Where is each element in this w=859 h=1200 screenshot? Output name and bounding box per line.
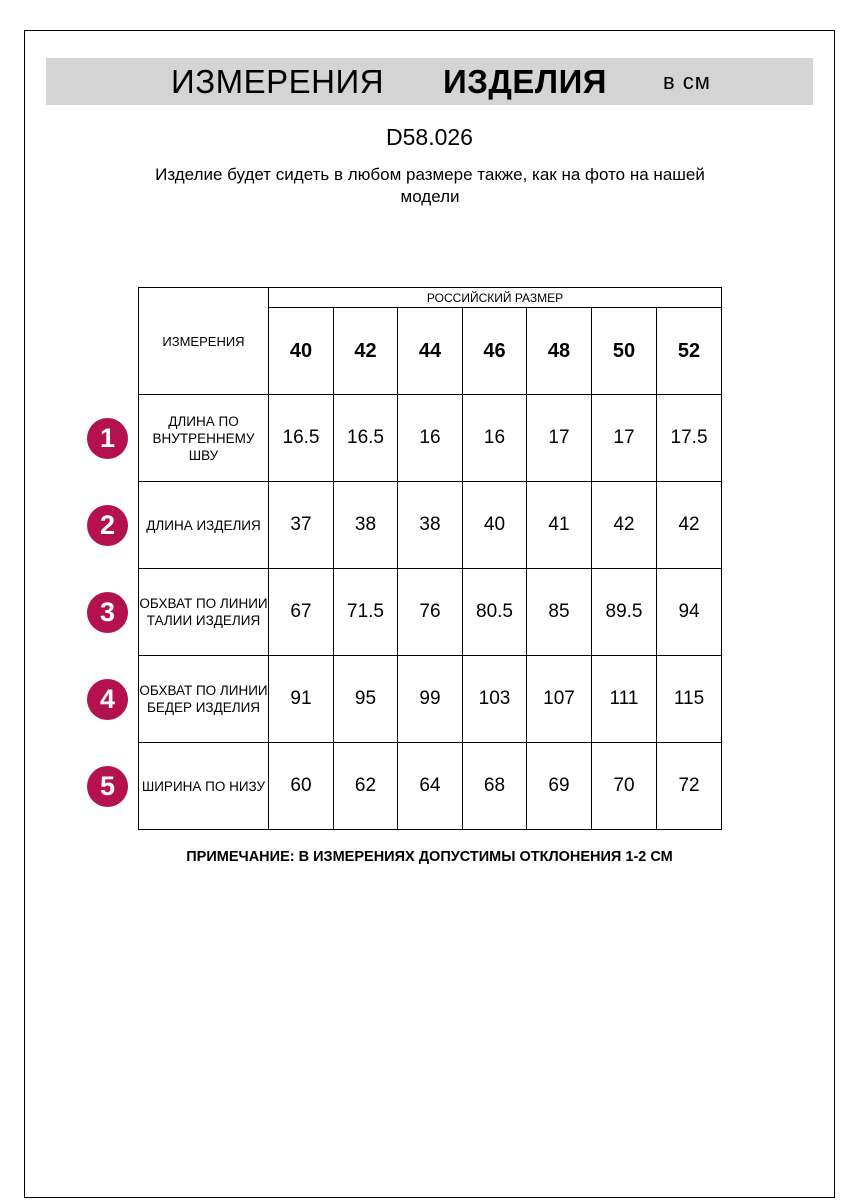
measurement-label: ШИРИНА ПО НИЗУ [139,743,269,830]
measurement-value: 85 [527,569,592,656]
size-table [138,287,722,830]
measurement-value: 40 [463,482,527,569]
measurement-value: 67 [269,569,334,656]
size-header-cell: 46 [463,308,527,395]
measurement-value: 64 [398,743,463,830]
measurement-value: 41 [527,482,592,569]
measures-header: ИЗМЕРЕНИЯ [139,288,269,395]
row-number-badge: 5 [87,766,128,807]
measurement-value: 71.5 [334,569,398,656]
measurement-value: 99 [398,656,463,743]
measurement-value: 38 [334,482,398,569]
table-row [139,743,722,830]
measurement-value: 91 [269,656,334,743]
measurement-value: 16 [398,395,463,482]
size-header-cell: 42 [334,308,398,395]
measurement-value: 107 [527,656,592,743]
table-row [139,395,722,482]
measurement-label: ДЛИНА ИЗДЕЛИЯ [139,482,269,569]
measurement-value: 95 [334,656,398,743]
measurement-label: ОБХВАТ ПО ЛИНИИ ТАЛИИ ИЗДЕЛИЯ [139,569,269,656]
measurement-value: 69 [527,743,592,830]
title-product: ИЗДЕЛИЯ [443,63,608,100]
tolerance-note: ПРИМЕЧАНИЕ: В ИЗМЕРЕНИЯХ ДОПУСТИМЫ ОТКЛОНЕНИЯ 1-2 СМ [186,849,673,865]
measurement-value: 16 [463,395,527,482]
measurement-value: 16.5 [269,395,334,482]
measurement-value: 80.5 [463,569,527,656]
measurement-value: 38 [398,482,463,569]
measurement-value: 94 [657,569,722,656]
measurement-value: 17 [527,395,592,482]
size-header-cell: 40 [269,308,334,395]
table-row [139,656,722,743]
title-banner [46,58,813,105]
title-unit: в см [663,69,711,94]
measurement-value: 42 [592,482,657,569]
table-row [139,482,722,569]
row-number-badge: 3 [87,592,128,633]
fit-description: Изделие будет сидеть в любом размере также, как на фото на нашей модели [155,165,705,206]
measurement-value: 115 [657,656,722,743]
row-number-badge: 2 [87,505,128,546]
article-number: D58.026 [386,124,473,150]
title-measurements: ИЗМЕРЕНИЯ [171,63,385,100]
measurement-value: 103 [463,656,527,743]
table-row [139,569,722,656]
size-header-cell: 48 [527,308,592,395]
row-number-badge: 1 [87,418,128,459]
measurement-value: 89.5 [592,569,657,656]
size-header-cell: 52 [657,308,722,395]
measurement-value: 17.5 [657,395,722,482]
measurement-value: 42 [657,482,722,569]
measurement-value: 76 [398,569,463,656]
measurement-value: 111 [592,656,657,743]
measurement-value: 16.5 [334,395,398,482]
measurement-label: ДЛИНА ПО ВНУТРЕННЕМУ ШВУ [139,395,269,482]
size-header-cell: 44 [398,308,463,395]
measurement-value: 68 [463,743,527,830]
measurement-label: ОБХВАТ ПО ЛИНИИ БЕДЕР ИЗДЕЛИЯ [139,656,269,743]
measurement-value: 70 [592,743,657,830]
measurement-value: 62 [334,743,398,830]
row-number-badge: 4 [87,679,128,720]
size-system-header: РОССИЙСКИЙ РАЗМЕР [269,288,722,308]
measurement-value: 72 [657,743,722,830]
measurement-value: 60 [269,743,334,830]
measurement-value: 17 [592,395,657,482]
measurement-value: 37 [269,482,334,569]
size-header-cell: 50 [592,308,657,395]
